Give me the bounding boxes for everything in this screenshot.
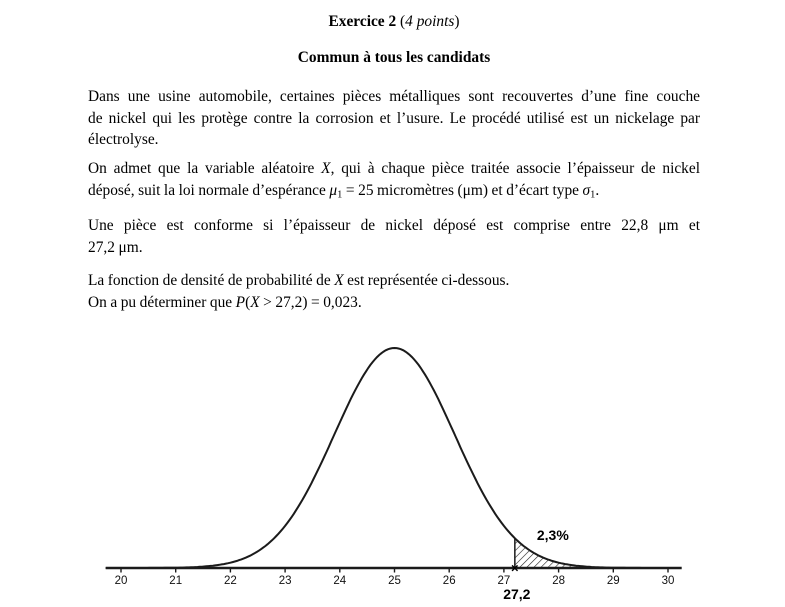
text-line: [88, 237, 700, 259]
paragraph-density-intro: [88, 270, 700, 313]
text-segment: = 25 micromètres (μm) et d’écart type: [342, 181, 583, 199]
text-segment: 1: [590, 188, 596, 200]
text-line: [88, 158, 700, 180]
text-segment: μ: [329, 181, 338, 199]
text-segment: Une pièce est conforme si l’épaisseur de nickel déposé est comprise entre 22,8 μm et: [88, 217, 700, 234]
x-tick-label: 25: [388, 575, 401, 587]
text-segment: ): [454, 13, 460, 30]
text-segment: P: [235, 293, 246, 311]
text-line: [88, 86, 700, 108]
text-segment: La fonction de densité de probabilité de: [88, 272, 335, 289]
text-segment: X: [321, 160, 331, 177]
x-tick-label: 30: [661, 575, 675, 587]
text-line: [88, 292, 700, 314]
x-tick-label: 27: [497, 575, 511, 587]
text-segment: (: [396, 13, 406, 30]
x-tick-label: 26: [442, 575, 456, 587]
text-segment: X: [334, 272, 344, 289]
x-tick-label: 24: [333, 575, 347, 587]
text-segment: déposé, suit la loi normale d’espérance: [88, 181, 330, 199]
boundary-value-label: 27,2: [503, 586, 531, 602]
x-tick-label: 21: [169, 575, 183, 587]
text-segment: 4 points: [405, 13, 455, 30]
paragraph-random-variable: [88, 158, 700, 205]
x-tick-label: 29: [606, 575, 620, 587]
text-segment: .: [595, 181, 600, 199]
text-segment: Exercice 2: [328, 13, 397, 30]
text-line: [88, 108, 700, 130]
x-tick-label: 28: [552, 575, 565, 587]
text-segment: , qui à chaque pièce traitée associe l’épaisseur de nickel: [330, 160, 700, 177]
text-segment: 1: [337, 188, 343, 200]
x-tick-label: 23: [278, 575, 292, 587]
text-segment: de nickel qui les protège contre la corrosion et l’usure. Le procédé utilisé est un nickelage par: [88, 109, 700, 127]
text-segment: > 27,2) = 0,023.: [259, 293, 362, 311]
tail-percentage-label: 2,3%: [536, 527, 569, 544]
text-segment: σ: [582, 181, 591, 199]
paragraph-context: [88, 86, 700, 151]
boundary-marker-x: ×: [511, 560, 519, 576]
text-segment: Dans une usine automobile, certaines pièces métalliques sont recouvertes d’une fine couche: [88, 88, 700, 105]
x-tick-label: 22: [224, 575, 237, 587]
exercise-title: [88, 12, 700, 32]
text-segment: On admet que la variable aléatoire: [88, 160, 322, 177]
text-segment: (: [245, 293, 251, 311]
exercise-subtitle: Commun à tous les candidats: [297, 49, 491, 66]
text-line: [88, 129, 700, 151]
text-line: [88, 180, 700, 206]
text-segment: est représentée ci-dessous.: [343, 272, 510, 289]
text-segment: On a pu déterminer que: [88, 293, 236, 311]
text-line: [88, 215, 700, 237]
text-segment: X: [250, 293, 260, 311]
density-chart-svg: [0, 330, 785, 602]
paragraph-conformity: [88, 215, 700, 258]
text-line: [88, 270, 700, 292]
density-chart: [0, 330, 785, 602]
x-tick-label: 20: [114, 575, 128, 587]
text-segment: électrolyse.: [88, 131, 159, 148]
density-curve: [106, 348, 681, 568]
text-segment: 27,2 μm.: [88, 238, 143, 256]
